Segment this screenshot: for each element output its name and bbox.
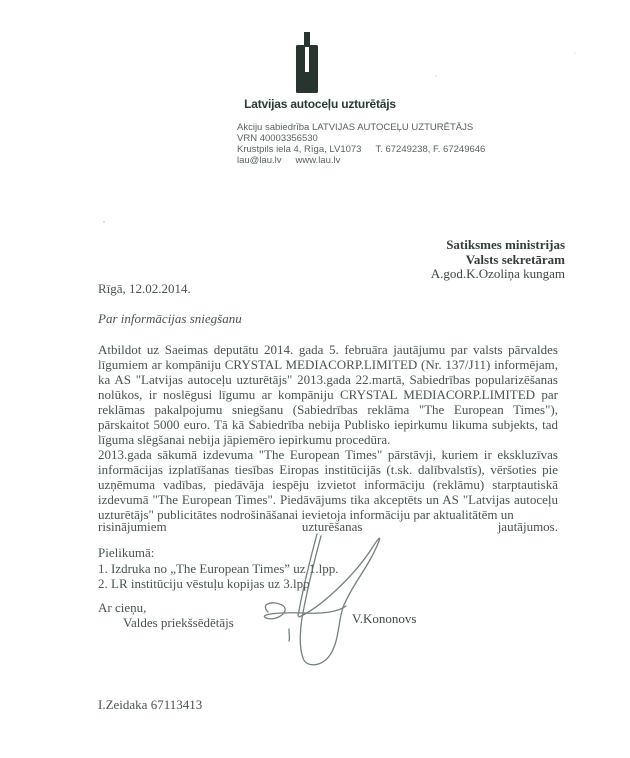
- recipient-person: A.god.K.Ozoliņa kungam: [430, 266, 565, 281]
- company-address-line: [237, 144, 485, 155]
- recipient-role: Valsts sekretāram: [465, 251, 565, 267]
- attachment-item: 1. Izdruka no „The European Times” uz 1.lpp.: [98, 560, 339, 576]
- scattered-word-center: uzturēšanas: [301, 519, 363, 534]
- company-contact-line: [237, 155, 485, 166]
- company-vrn-line: VRN 40003356530: [237, 133, 318, 144]
- subject-line: Par informācijas sniegšanu: [98, 311, 242, 326]
- letterhead-address-block: [237, 122, 485, 166]
- date-line: Rīgā, 12.02.2014.: [98, 281, 191, 296]
- scattered-word-right: jautājumos.: [497, 519, 558, 534]
- closing-block: [98, 600, 234, 630]
- body-paragraph-2: 2013.gada sākumā izdevuma "The European Times" pārstāvji, kuriem ir ekskluzīvas informācijas izplatīšanas tiesības Eiropas institūcijās (t.sk. dalībvalstīs), vēršoties pie uzņēmuma vadības, piedāvāja iespēju izvietot informāciju (reklāmu) starptautiskā izdevumā "The European Times". Piedāvājums tika akceptēts un AS "Latvijas autoceļu uzturētājs" publicitātes nodrošināšanai ievietoja informāciju par aktualitātēm un: [98, 447, 558, 522]
- scattered-word-left: risinājumiem: [98, 519, 167, 534]
- street-address: Krustpils iela 4, Rīga, LV1073: [237, 144, 362, 155]
- attachment-item: 2. LR institūciju vēstuļu kopijas uz 3.lpp: [98, 576, 310, 591]
- website-text: www.lau.lv: [295, 155, 341, 166]
- attachments-heading: Pielikumā:: [98, 545, 155, 560]
- closing-title: Valdes priekšsēdētājs: [123, 615, 234, 630]
- footer-contact: I.Zeidaka 67113413: [98, 697, 203, 712]
- email-text: lau@lau.lv: [237, 155, 282, 166]
- scan-speck: [435, 75, 437, 77]
- attachments-block: [98, 545, 338, 592]
- closing-salutation: Ar cieņu,: [98, 600, 147, 615]
- scan-speck: [574, 52, 576, 54]
- body-paragraph-1: Atbildot uz Saeimas deputātu 2014. gada 5. februāra jautājumu par valsts pārvaldes līgumiem ar kompāniju CRYSTAL MEDIACORP.LIMITED (Nr. 137/J11) informējam, ka AS "Latvijas autoceļu uzturētājs" 2013.gada 22.martā, Sabiedrības popularizēšanas nolūkos, ir noslēgusi līgumu ar kompāniju CRYSTAL MEDIACORP.LIMITED par reklāmas pakalpojumu sniegšanu (Sabiedrības reklāma "The European Times"), pārskaitot 5000 euro. Tā kā Sabiedrība nebija Publisko iepirkumu likuma subjekts, tad līguma slēgšanai nebija jāpiemēro iepirkumu procedūra.: [98, 342, 558, 447]
- company-logo-icon: [295, 32, 319, 94]
- phone-fax: T. 67249238, F. 67249646: [375, 144, 486, 155]
- scan-speck: [103, 221, 105, 223]
- recipient-block: [330, 238, 565, 282]
- company-name-line: Akciju sabiedrība LATVIJAS AUTOCEĻU UZTURĒTĀJS: [237, 122, 474, 133]
- body-scattered-line: [98, 519, 558, 534]
- company-logo-label: Latvijas autoceļu uzturētājs: [244, 97, 396, 111]
- recipient-ministry: Satiksmes ministrijas: [446, 237, 565, 252]
- signer-name: V.Kononovs: [352, 611, 417, 626]
